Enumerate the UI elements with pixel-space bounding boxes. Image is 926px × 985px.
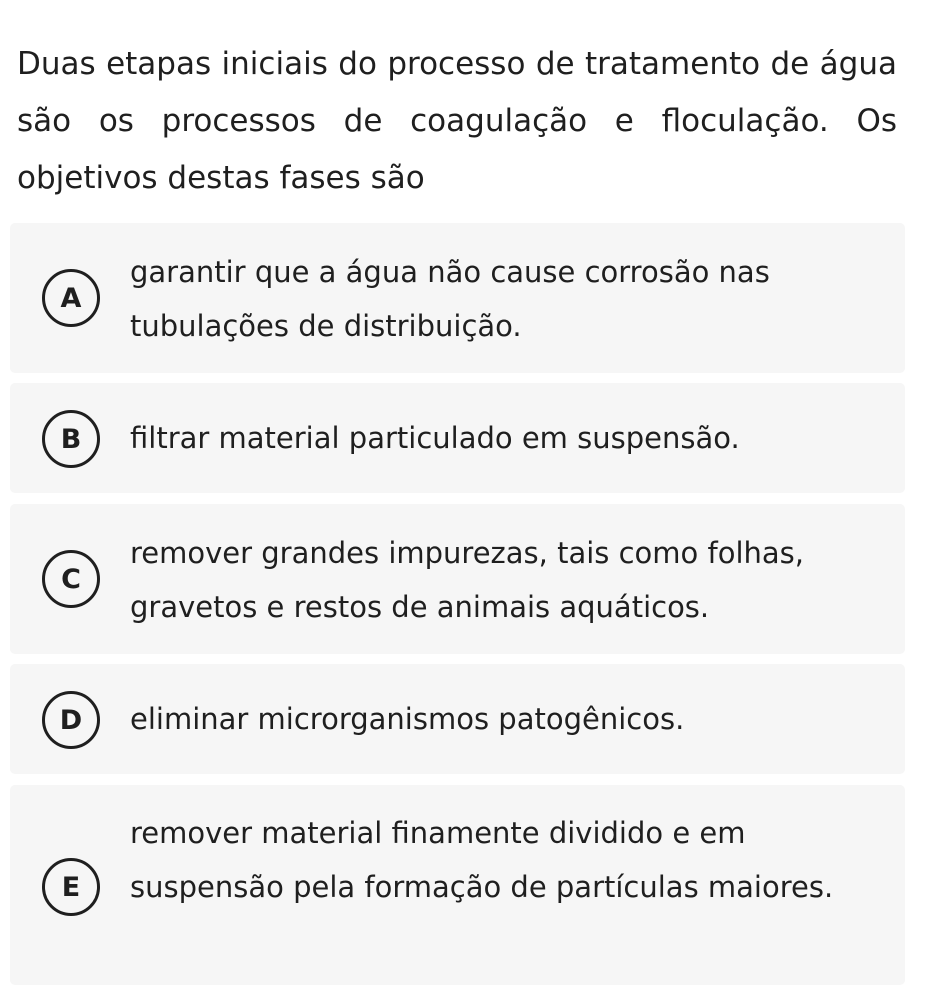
question-text: Duas etapas iniciais do processo de tratamento de água são os processos de coagulação e floculação. Os objetivos destas fases são [17, 46, 897, 196]
option-a-letter: A [42, 269, 100, 327]
option-e-text: remover material finamente dividido e em suspensão pela formação de partículas maiores. [130, 816, 834, 904]
option-a-text: garantir que a água não cause corrosão nas tubulações de distribuição. [130, 255, 770, 343]
option-d-text: eliminar microrganismos patogênicos. [130, 702, 685, 736]
option-e[interactable] [10, 785, 905, 985]
option-e-letter: E [42, 858, 100, 916]
option-c[interactable] [10, 504, 905, 654]
option-b-text: filtrar material particulado em suspensão. [130, 421, 740, 455]
option-a[interactable] [10, 223, 905, 373]
option-b[interactable] [10, 383, 905, 493]
option-c-letter: C [42, 550, 100, 608]
option-d[interactable] [10, 664, 905, 774]
option-c-text: remover grandes impurezas, tais como folhas, gravetos e restos de animais aquáticos. [130, 536, 804, 624]
option-b-letter: B [42, 410, 100, 468]
option-d-letter: D [42, 691, 100, 749]
